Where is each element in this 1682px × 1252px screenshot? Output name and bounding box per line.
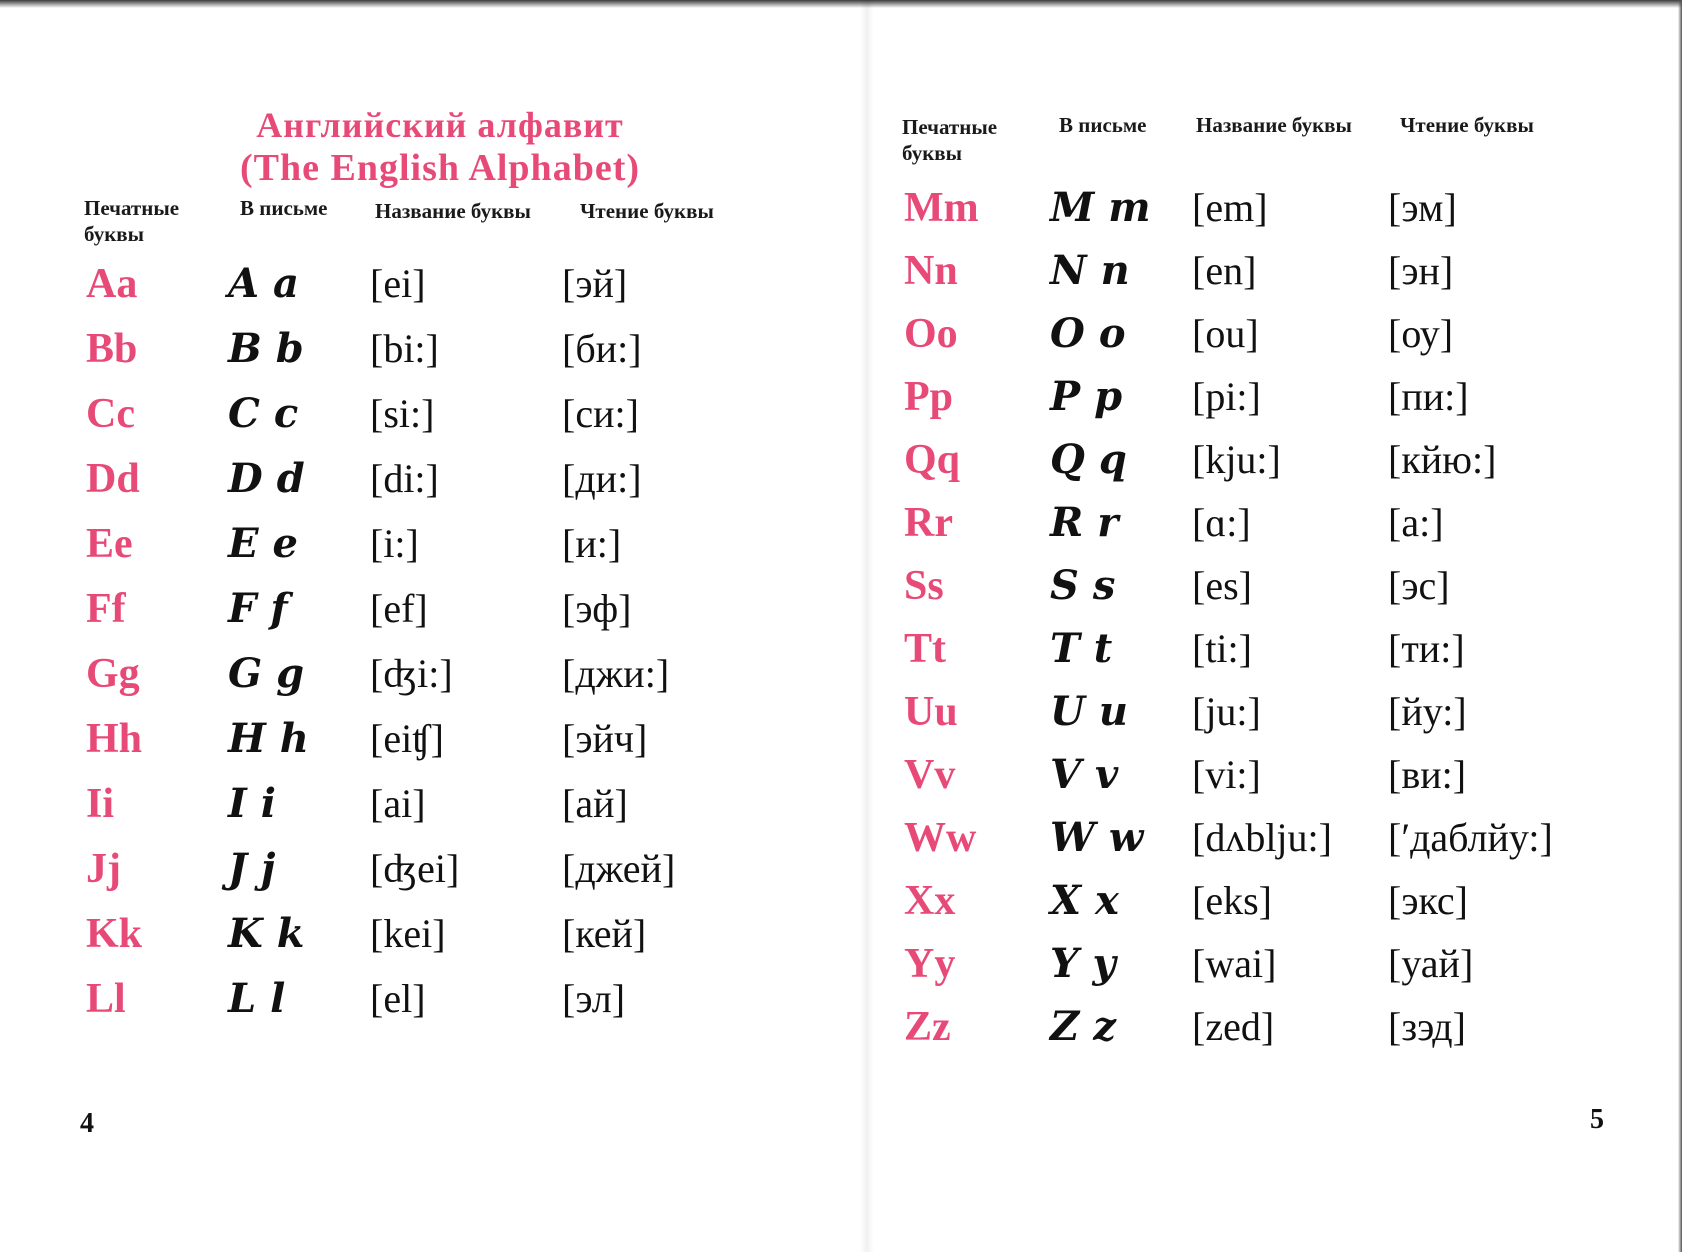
- letter-reading: [а:]: [1388, 500, 1444, 545]
- column-header-written: В письме: [240, 196, 328, 220]
- letter-row: [0, 386, 860, 446]
- page-title-russian: Английский алфавит: [256, 105, 624, 145]
- printed-letter: Tt: [904, 626, 946, 672]
- letter-name-transcription: [vi:]: [1192, 752, 1261, 797]
- letter-reading: [эн]: [1388, 248, 1454, 293]
- handwritten-letter: Rr: [1050, 499, 1133, 546]
- letter-name-transcription: [di:]: [370, 456, 439, 501]
- letter-reading: [эйч]: [562, 716, 648, 761]
- printed-letter: Ee: [86, 521, 133, 567]
- printed-letter: Bb: [86, 326, 138, 372]
- handwritten-letter: Uu: [1050, 688, 1142, 735]
- printed-letter: Rr: [904, 500, 953, 546]
- printed-letter: Aa: [86, 261, 138, 307]
- letter-name-transcription: [si:]: [370, 391, 435, 436]
- letter-reading: [би:]: [562, 326, 642, 371]
- handwritten-letter: Bb: [228, 325, 318, 372]
- letter-row: [874, 999, 1682, 1059]
- letter-name-transcription: [ti:]: [1192, 626, 1252, 671]
- letter-name-transcription: [el]: [370, 976, 426, 1021]
- letter-reading: [экс]: [1388, 878, 1468, 923]
- letter-reading: [оу]: [1388, 311, 1454, 356]
- letter-row: [874, 747, 1682, 807]
- printed-letter: Ss: [904, 563, 944, 609]
- letter-row: [0, 711, 860, 771]
- letter-reading: [эй]: [562, 261, 628, 306]
- column-header-name: Название буквы: [375, 199, 531, 223]
- letter-name-transcription: [zed]: [1192, 1004, 1275, 1049]
- handwritten-letter: Mm: [1050, 184, 1165, 231]
- printed-letter: Zz: [904, 1004, 951, 1050]
- letter-row: [874, 495, 1682, 555]
- letter-row: [874, 243, 1682, 303]
- printed-letter: Vv: [904, 752, 956, 798]
- handwritten-letter: Pp: [1050, 373, 1137, 420]
- handwritten-letter: Zz: [1050, 1003, 1130, 1050]
- handwritten-letter: Ee: [228, 520, 312, 567]
- letter-reading: [си:]: [562, 391, 639, 436]
- letter-name-transcription: [ai]: [370, 781, 426, 826]
- handwritten-letter: Qq: [1050, 436, 1141, 483]
- printed-letter: Hh: [86, 716, 143, 762]
- printed-letter: Gg: [86, 651, 140, 697]
- letter-row: [874, 432, 1682, 492]
- printed-letter: Cc: [86, 391, 135, 437]
- page-number: 4: [80, 1108, 94, 1139]
- letter-reading: [ти:]: [1388, 626, 1465, 671]
- printed-letter: Kk: [86, 911, 143, 957]
- printed-letter: Yy: [904, 941, 956, 987]
- letter-row: [874, 810, 1682, 870]
- letter-name-transcription: [kju:]: [1192, 437, 1281, 482]
- letter-reading: [ви:]: [1388, 752, 1467, 797]
- letter-row: [0, 841, 860, 901]
- letter-row: [874, 684, 1682, 744]
- right-page: [874, 0, 1682, 1252]
- letter-reading: [эс]: [1388, 563, 1450, 608]
- letter-name-transcription: [ʤi:]: [370, 651, 453, 696]
- letter-name-transcription: [ou]: [1192, 311, 1259, 356]
- letter-name-transcription: [en]: [1192, 248, 1257, 293]
- letter-name-transcription: [em]: [1192, 185, 1268, 230]
- handwritten-letter: Oo: [1050, 310, 1140, 357]
- column-header-written: В письме: [1059, 113, 1147, 137]
- letter-reading: [эм]: [1388, 185, 1457, 230]
- letter-name-transcription: [wai]: [1192, 941, 1277, 986]
- letter-name-transcription: [ʤei]: [370, 846, 460, 891]
- letter-name-transcription: [bi:]: [370, 326, 439, 371]
- letter-row: [874, 558, 1682, 618]
- handwritten-letter: Dd: [228, 455, 319, 502]
- column-header-reading: Чтение буквы: [1400, 113, 1534, 137]
- letter-reading: [′даблйу:]: [1388, 815, 1553, 860]
- printed-letter: Oo: [904, 311, 958, 357]
- printed-letter: Mm: [904, 185, 979, 231]
- printed-letter: Ii: [86, 781, 115, 827]
- letter-name-transcription: [eiʧ]: [370, 716, 444, 761]
- printed-letter: Nn: [904, 248, 958, 294]
- letter-name-transcription: [ef]: [370, 586, 428, 631]
- page-title-english: (The English Alphabet): [240, 147, 640, 189]
- letter-reading: [эф]: [562, 586, 632, 631]
- handwritten-letter: Gg: [228, 650, 319, 697]
- letter-reading: [йу:]: [1388, 689, 1467, 734]
- handwritten-letter: Ll: [228, 975, 300, 1022]
- letter-name-transcription: [i:]: [370, 521, 419, 566]
- handwritten-letter: Hh: [228, 715, 323, 762]
- handwritten-letter: Ss: [1050, 562, 1130, 609]
- letter-row: [0, 776, 860, 836]
- column-header-printed: Печатные буквы: [84, 196, 180, 246]
- handwritten-letter: Jj: [228, 845, 290, 892]
- column-header-printed: Печатные буквы: [902, 115, 998, 165]
- handwritten-letter: Vv: [1050, 751, 1133, 798]
- printed-letter: Qq: [904, 437, 961, 483]
- letter-name-transcription: [pi:]: [1192, 374, 1261, 419]
- handwritten-letter: Ww: [1050, 814, 1158, 861]
- letter-reading: [и:]: [562, 521, 622, 566]
- printed-letter: Uu: [904, 689, 958, 735]
- letter-row: [874, 936, 1682, 996]
- handwritten-letter: Kk: [228, 910, 319, 957]
- letter-name-transcription: [ju:]: [1192, 689, 1261, 734]
- letter-reading: [зэд]: [1388, 1004, 1466, 1049]
- letter-reading: [кей]: [562, 911, 647, 956]
- letter-row: [0, 451, 860, 511]
- page-number: 5: [1590, 1104, 1604, 1135]
- letter-reading: [эл]: [562, 976, 626, 1021]
- letter-name-transcription: [dʌblju:]: [1192, 815, 1332, 860]
- printed-letter: Ww: [904, 815, 977, 861]
- book-spine: [860, 0, 874, 1252]
- letter-reading: [ай]: [562, 781, 628, 826]
- letter-reading: [ди:]: [562, 456, 642, 501]
- handwritten-letter: Ff: [228, 585, 302, 632]
- printed-letter: Ll: [86, 976, 126, 1022]
- printed-letter: Jj: [86, 846, 121, 892]
- letter-reading: [пи:]: [1388, 374, 1469, 419]
- column-header-reading: Чтение буквы: [580, 199, 714, 223]
- handwritten-letter: Nn: [1050, 247, 1144, 294]
- handwritten-letter: Xx: [1050, 877, 1133, 924]
- letter-name-transcription: [eks]: [1192, 878, 1272, 923]
- letter-row: [0, 971, 860, 1031]
- handwritten-letter: Cc: [228, 390, 313, 437]
- letter-reading: [кйю:]: [1388, 437, 1497, 482]
- letter-row: [874, 873, 1682, 933]
- letter-name-transcription: [kei]: [370, 911, 446, 956]
- handwritten-letter: Ii: [228, 780, 290, 827]
- letter-name-transcription: [es]: [1192, 563, 1252, 608]
- letter-reading: [уай]: [1388, 941, 1474, 986]
- letter-row: [874, 306, 1682, 366]
- printed-letter: Xx: [904, 878, 956, 924]
- letter-row: [0, 906, 860, 966]
- letter-row: [0, 516, 860, 576]
- letter-row: [0, 581, 860, 641]
- letter-row: [874, 180, 1682, 240]
- letter-reading: [джи:]: [562, 651, 670, 696]
- printed-letter: Dd: [86, 456, 140, 502]
- printed-letter: Ff: [86, 586, 126, 632]
- printed-letter: Pp: [904, 374, 954, 420]
- letter-row: [0, 256, 860, 316]
- handwritten-letter: Tt: [1050, 625, 1127, 672]
- letter-reading: [джей]: [562, 846, 676, 891]
- letter-name-transcription: [ɑ:]: [1192, 500, 1251, 545]
- handwritten-letter: Aa: [228, 260, 313, 307]
- letter-row: [0, 321, 860, 381]
- letter-row: [874, 369, 1682, 429]
- letter-row: [0, 646, 860, 706]
- letter-name-transcription: [ei]: [370, 261, 426, 306]
- column-header-name: Название буквы: [1196, 113, 1352, 137]
- handwritten-letter: Yy: [1050, 940, 1130, 987]
- letter-row: [874, 621, 1682, 681]
